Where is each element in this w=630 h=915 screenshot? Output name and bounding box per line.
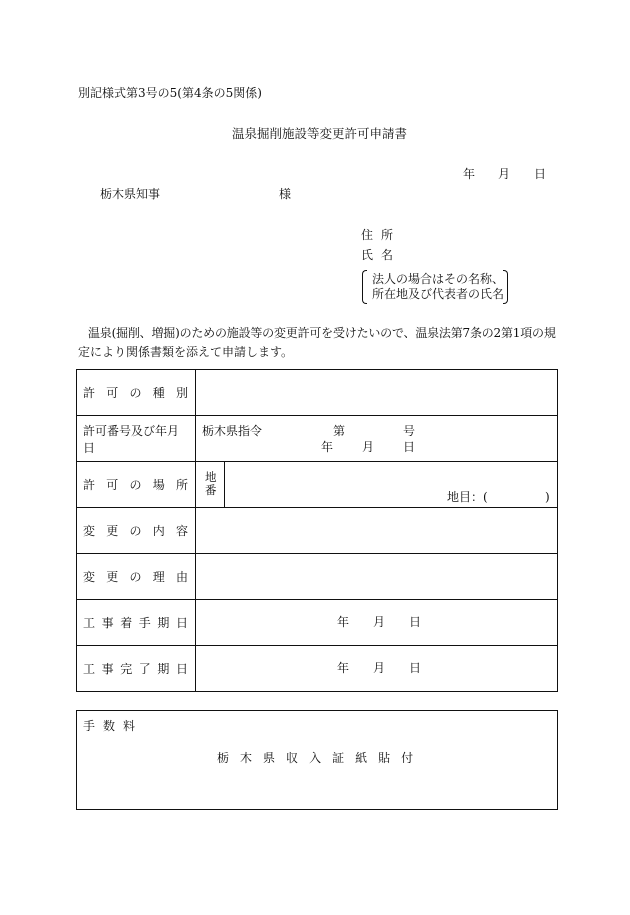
date-day-label: 日: [534, 167, 547, 181]
permit-day: 日: [403, 440, 416, 454]
chiban-label: 地 番: [196, 462, 225, 507]
permit-number-label: 許可番号及び年月日: [83, 423, 180, 455]
revenue-stamp-instruction: 栃 木 県 収 入 証 紙 貼 付: [217, 751, 414, 765]
permit-year: 年: [321, 440, 334, 454]
date-year-label: 年: [463, 167, 476, 181]
application-table: [76, 369, 558, 692]
fee-label: 手 数 料: [83, 719, 136, 733]
end-date-month: 月: [373, 661, 386, 675]
document-title: 温泉掘削施設等変更許可申請書: [232, 126, 408, 141]
row-permit-number: [77, 416, 558, 462]
permit-go: 号: [403, 424, 416, 438]
row-permit-type: [77, 370, 558, 416]
corporate-note-line-2: 所在地及び代表者の氏名: [372, 287, 505, 301]
row-start-date: [77, 600, 558, 646]
start-date-day: 日: [409, 615, 422, 629]
start-date-month: 月: [373, 615, 386, 629]
row-change-reason: [77, 554, 558, 600]
start-date-year: 年: [337, 615, 350, 629]
addressee-honorific: 様: [279, 187, 292, 201]
end-date-field[interactable]: [196, 646, 558, 692]
body-text-line-2: 定により関係書類を添えて申請します。: [78, 345, 294, 359]
permit-type-field[interactable]: [196, 370, 558, 416]
permit-location-label: 許 可 の 場 所: [83, 478, 188, 492]
row-permit-location: [77, 462, 558, 508]
chimoku-label: 地目：(: [447, 490, 488, 504]
start-date-label: 工 事 着 手 期 日: [83, 616, 188, 630]
permit-location-field[interactable]: [196, 462, 558, 508]
row-end-date: [77, 646, 558, 692]
end-date-year: 年: [337, 661, 350, 675]
permit-dai: 第: [333, 424, 346, 438]
applicant-name-label: 氏 名: [361, 248, 394, 262]
fee-stamp-box[interactable]: [76, 710, 558, 810]
form-number: 別記様式第3号の5(第4条の5関係): [78, 86, 262, 100]
end-date-day: 日: [409, 661, 422, 675]
chimoku-close: ): [545, 490, 550, 504]
permit-number-field[interactable]: [196, 416, 558, 462]
addressee-name: 栃木県知事: [100, 187, 161, 201]
corporate-note-bracket: [362, 270, 508, 304]
row-change-content: [77, 508, 558, 554]
date-month-label: 月: [498, 167, 511, 181]
permit-type-label: 許 可 の 種 別: [83, 386, 188, 400]
applicant-address-label: 住 所: [361, 228, 394, 242]
permit-month: 月: [362, 440, 375, 454]
corporate-note-line-1: 法人の場合はその名称、: [372, 272, 505, 286]
change-reason-label: 変 更 の 理 由: [83, 570, 188, 584]
change-content-field[interactable]: [196, 508, 558, 554]
change-reason-field[interactable]: [196, 554, 558, 600]
change-content-label: 変 更 の 内 容: [83, 524, 188, 538]
end-date-label: 工 事 完 了 期 日: [83, 662, 188, 676]
start-date-field[interactable]: [196, 600, 558, 646]
permit-prefix: 栃木県指令: [202, 424, 263, 438]
body-text-line-1: 温泉(掘削、増掘)のための施設等の変更許可を受けたいので、温泉法第7条の2第1項の規: [88, 326, 556, 340]
